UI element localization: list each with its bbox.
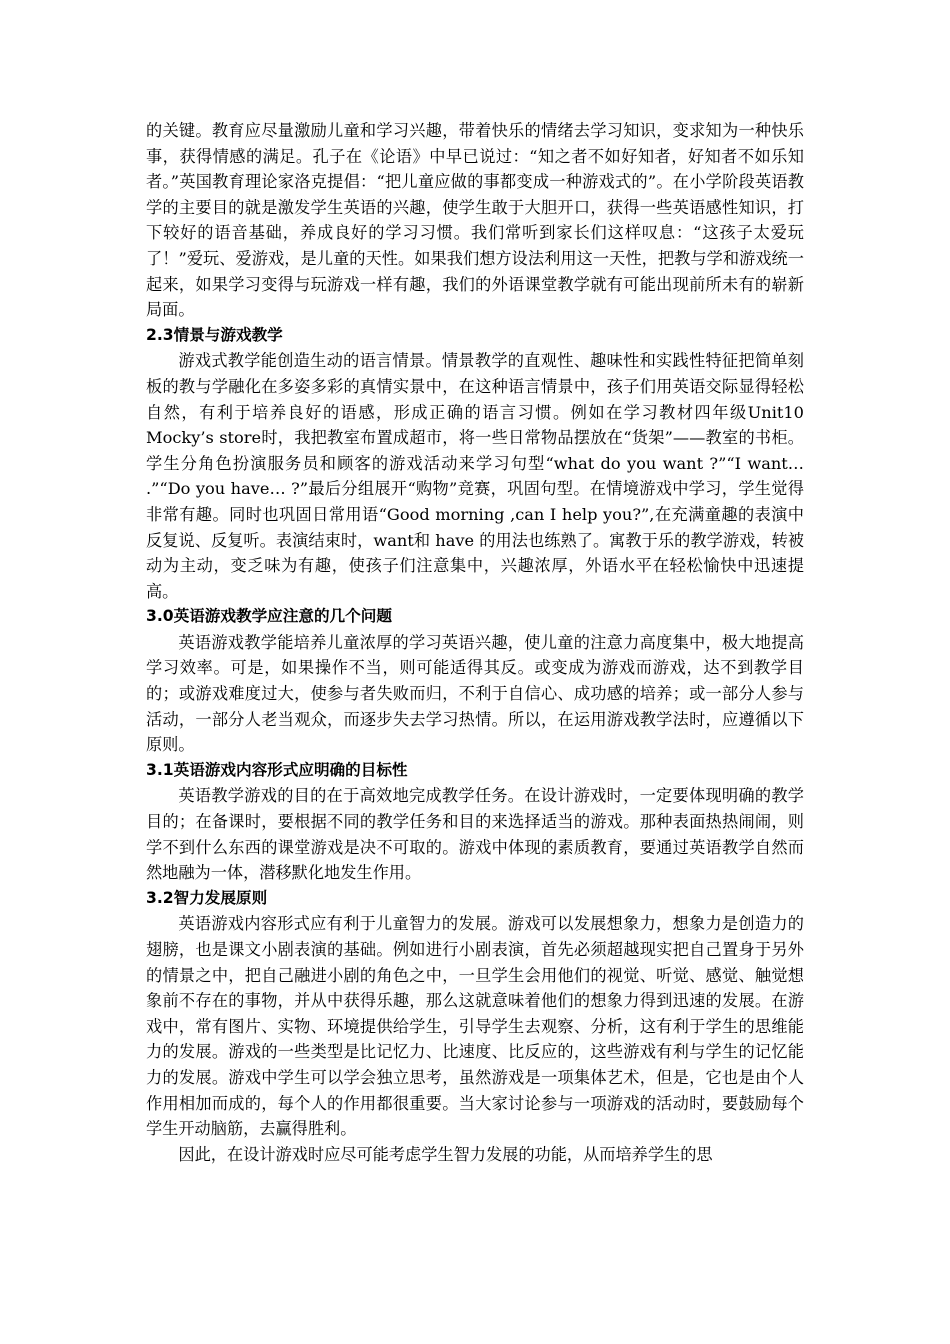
paragraph-2-3: 游戏式教学能创造生动的语言情景。情景教学的直观性、趣味性和实践性特征把简单刻板的教与学融化在多姿多彩的真情实景中，在这种语言情景中，孩子们用英语交际显得轻松自然，有利于培养良好的语感，形成正确的语言习惯。例如在学习教材四年级Unit10 Mocky’s store时，我把教室布置成超市，将一些日常物品摆放在“货架”——教室的书柜。学生分角色扮演服务员和顾客的游戏活动来学习句型“what do you want ?”“I want… .”“Do you have… ?”最后分组展开“购物”竞赛，巩固句型。在情境游戏中学习，学生觉得非常有趣。同时也巩固日常用语“Good morning ,can I help you?”,在充满童趣的表演中反复说、反复听。表演结束时，want和 have 的用法也练熟了。寓教于乐的教学游戏，转被动为主动，变乏味为有趣，使孩子们注意集中，兴趣浓厚，外语水平在轻松愉快中迅速提高。: [146, 351, 804, 601]
paragraph-intro: 的关键。教育应尽量激励儿童和学习兴趣，带着快乐的情绪去学习知识，变求知为一种快乐事，获得情感的满足。孔子在《论语》中早已说过：“知之者不如好知者，好知者不如乐知者。”英国教育理论家洛克提倡：“把儿童应做的事都变成一种游戏式的”。在小学阶段英语教学的主要目的就是激发学生英语的兴趣，使学生敢于大胆开口，获得一些英语感性知识，打下较好的语音基础，养成良好的学习习惯。我们常听到家长们这样叹息：“这孩子太爱玩了！”爱玩、爱游戏，是儿童的天性。如果我们想方设法利用这一天性，把教与学和游戏统一起来，如果学习变得与玩游戏一样有趣，我们的外语课堂教学就有可能出现前所未有的崭新局面。: [146, 121, 804, 320]
document-page: [146, 118, 804, 1167]
heading-2-3: 2.3情景与游戏教学: [146, 325, 283, 344]
heading-3-1: 3.1英语游戏内容形式应明确的目标性: [146, 760, 408, 779]
paragraph-3-1: 英语教学游戏的目的在于高效地完成教学任务。在设计游戏时，一定要体现明确的教学目的；在备课时，要根据不同的教学任务和目的来选择适当的游戏。那种表面热热闹闹，则学不到什么东西的课堂游戏是决不可取的。游戏中体现的素质教育，要通过英语教学自然而然地融为一体，潜移默化地发生作用。: [146, 786, 804, 883]
paragraph-conclusion: 因此，在设计游戏时应尽可能考虑学生智力发展的功能，从而培养学生的思: [178, 1144, 713, 1164]
paragraph-3-2: 英语游戏内容形式应有利于儿童智力的发展。游戏可以发展想象力，想象力是创造力的翅膀，也是课文小剧表演的基础。例如进行小剧表演，首先必须超越现实把自己置身于另外的情景之中，把自己融进小剧的角色之中，一旦学生会用他们的视觉、听觉、感觉、触觉想象前不存在的事物，并从中获得乐趣，那么这就意味着他们的想象力得到迅速的发展。在游戏中，常有图片、实物、环境提供给学生，引导学生去观察、分析，这有利于学生的思维能力的发展。游戏的一些类型是比记忆力、比速度、比反应的，这些游戏有利与学生的记忆能力的发展。游戏中学生可以学会独立思考，虽然游戏是一项集体艺术，但是，它也是由个人作用相加而成的，每个人的作用都很重要。当大家讨论参与一项游戏的活动时，要鼓励每个学生开动脑筋，去赢得胜利。: [146, 914, 804, 1139]
paragraph-3-0: 英语游戏教学能培养儿童浓厚的学习英语兴趣，使儿童的注意力高度集中，极大地提高学习效率。可是，如果操作不当，则可能适得其反。或变成为游戏而游戏，达不到教学目的；或游戏难度过大，使参与者失败而归，不利于自信心、成功感的培养；或一部分人参与活动，一部分人老当观众，而逐步失去学习热情。所以，在运用游戏教学法时，应遵循以下原则。: [146, 632, 804, 755]
heading-3-2: 3.2智力发展原则: [146, 888, 268, 907]
heading-3-0: 3.0英语游戏教学应注意的几个问题: [146, 607, 392, 626]
